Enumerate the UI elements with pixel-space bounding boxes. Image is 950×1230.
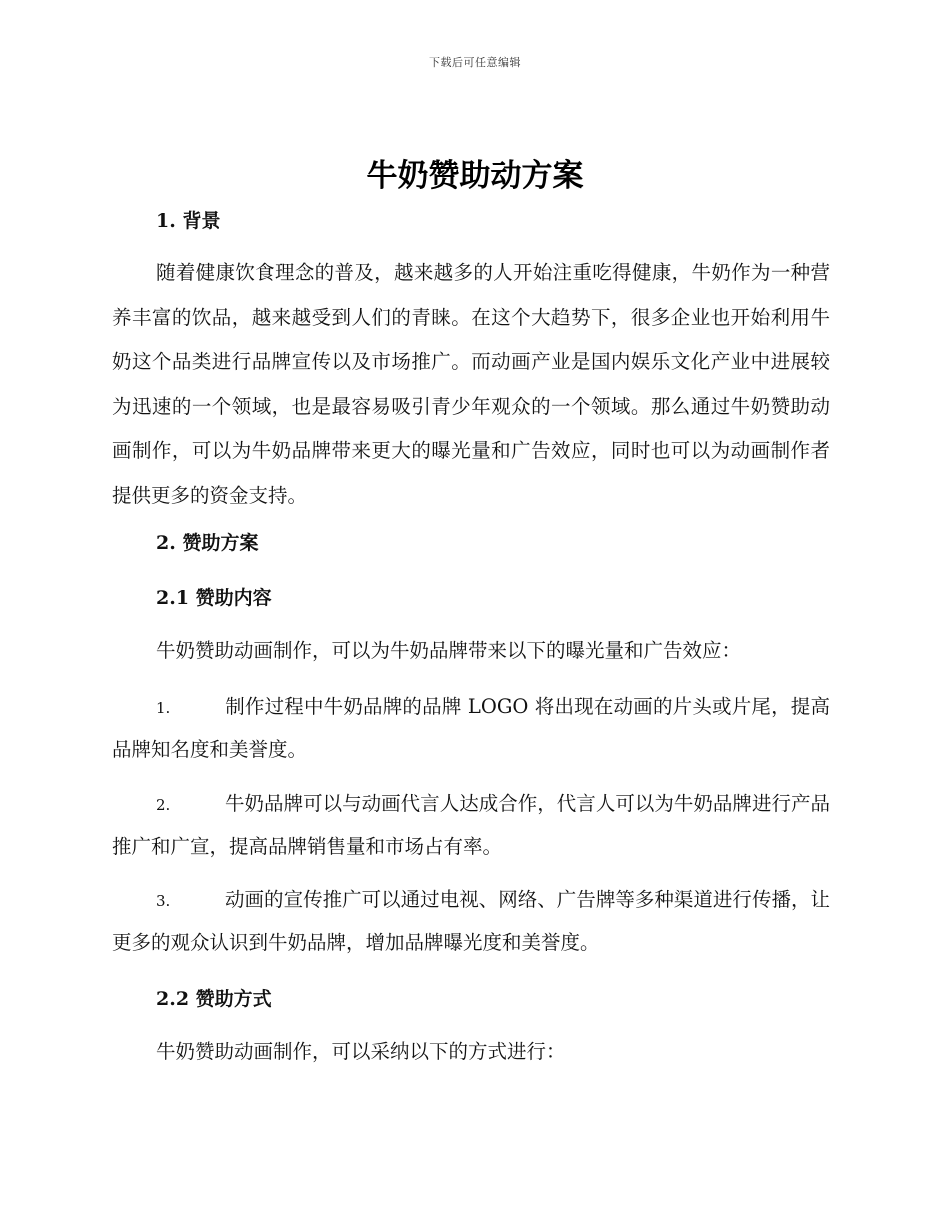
list-item-number: 2. — [156, 796, 171, 814]
document-title: 牛奶赞助动方案 — [366, 158, 584, 194]
list-item-text: 制作过程中牛奶品牌的品牌 LOGO 将出现在动画的片头或片尾，提高品牌知名度和美誉度。 — [112, 695, 830, 761]
list-item-number: 1. — [156, 699, 171, 717]
sponsorship-method-intro: 牛奶赞助动画制作，可以采纳以下的方式进行： — [156, 1040, 566, 1063]
list-item — [112, 686, 830, 770]
list-item-text: 牛奶品牌可以与动画代言人达成合作，代言人可以为牛奶品牌进行产品推广和广宣，提高品牌销售量和市场占有率。 — [112, 792, 830, 858]
section-heading-background: 1. 背景 — [156, 210, 221, 232]
sponsorship-content-intro: 牛奶赞助动画制作，可以为牛奶品牌带来以下的曝光量和广告效应： — [156, 639, 742, 662]
subsection-heading-sponsorship-content: 2.1 赞助内容 — [156, 587, 272, 609]
list-item-text: 动画的宣传推广可以通过电视、网络、广告牌等多种渠道进行传播，让更多的观众认识到牛奶品牌，增加品牌曝光度和美誉度。 — [112, 888, 830, 954]
list-item — [112, 783, 830, 867]
section-heading-sponsorship-plan: 2. 赞助方案 — [156, 532, 259, 554]
header-note: 下载后可任意编辑 — [429, 56, 521, 69]
background-paragraph: 随着健康饮食理念的普及，越来越多的人开始注重吃得健康，牛奶作为一种营养丰富的饮品，越来越受到人们的青睐。在这个大趋势下，很多企业也开始利用牛奶这个品类进行品牌宣传以及市场推广。而动画产业是国内娱乐文化产业中进展较为迅速的一个领域，也是最容易吸引青少年观众的一个领域。那么通过牛奶赞助动画制作，可以为牛奶品牌带来更大的曝光量和广告效应，同时也可以为动画制作者提供更多的资金支持。 — [112, 261, 830, 507]
list-item-number: 3. — [156, 892, 171, 910]
subsection-heading-sponsorship-method: 2.2 赞助方式 — [156, 988, 272, 1010]
list-item — [112, 879, 830, 963]
